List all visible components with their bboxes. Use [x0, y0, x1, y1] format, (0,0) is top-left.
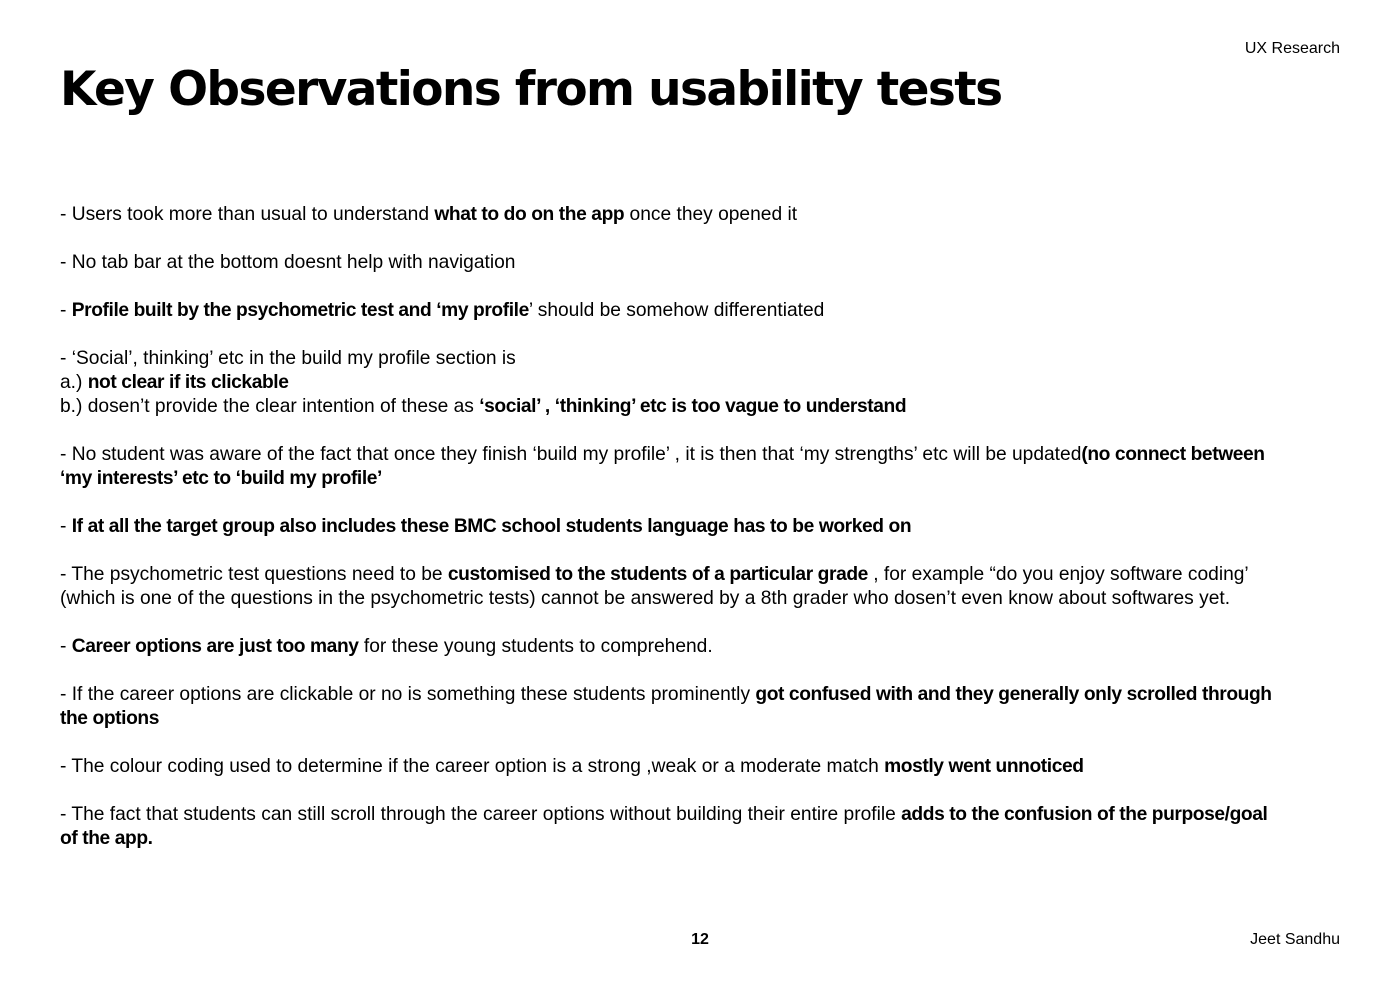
observation-line	[60, 251, 1280, 275]
observation-item	[60, 635, 1280, 659]
page-number: 12	[691, 931, 709, 948]
observation-item	[60, 563, 1280, 611]
emphasized-text: ‘social’ , ‘thinking’ etc is too vague to understand	[479, 396, 907, 417]
observation-item	[60, 803, 1280, 851]
observations-list	[60, 203, 1280, 875]
observation-item	[60, 515, 1280, 539]
emphasized-text: not clear if its clickable	[87, 372, 289, 393]
emphasized-text: what to do on the app	[434, 204, 625, 225]
observation-text: - Users took more than usual to understand	[60, 204, 435, 225]
observation-line	[60, 203, 1280, 227]
observation-line	[60, 515, 1280, 539]
emphasized-text: Career options are just too many	[71, 636, 359, 657]
observation-line	[60, 371, 1280, 395]
observation-item	[60, 755, 1280, 779]
author-name: Jeet Sandhu	[1250, 931, 1340, 948]
observation-text: - No tab bar at the bottom doesnt help with navigation	[60, 252, 516, 273]
observation-item	[60, 443, 1280, 491]
observation-line	[60, 395, 1280, 419]
observation-item	[60, 251, 1280, 275]
observation-item	[60, 683, 1280, 731]
emphasized-text: If at all the target group also includes these BMC school students language has to be worked on	[71, 516, 912, 537]
emphasized-text: (no connect between ‘my interests’ etc to ‘build my profile’	[60, 444, 1265, 489]
observation-text: -	[60, 300, 72, 321]
observation-text: - The fact that students can still scroll through the career options without building their entire profile	[60, 804, 902, 825]
observation-text: - If the career options are clickable or no is something these students prominently	[60, 684, 756, 705]
observation-line	[60, 755, 1280, 779]
observation-text: for these young students to comprehend.	[358, 636, 713, 657]
observation-line	[60, 683, 1280, 731]
observation-text: -	[60, 516, 72, 537]
observation-item	[60, 299, 1280, 323]
observation-line	[60, 803, 1280, 851]
observation-item	[60, 203, 1280, 227]
observation-line	[60, 299, 1280, 323]
observation-line	[60, 443, 1280, 491]
emphasized-text: got confused with and they generally only scrolled through the options	[60, 684, 1272, 729]
emphasized-text: customised to the students of a particular grade	[447, 564, 868, 585]
emphasized-text: Profile built by the psychometric test and ‘my profile	[71, 300, 529, 321]
observation-line	[60, 635, 1280, 659]
page-title: Key Observations from usability tests	[60, 62, 1002, 117]
observation-line	[60, 563, 1280, 611]
observation-line	[60, 347, 1280, 371]
observation-text: - ‘Social’, thinking’ etc in the build my profile section is	[60, 348, 516, 369]
observation-text: b.) dosen’t provide the clear intention of these as	[60, 396, 480, 417]
observation-text: once they opened it	[624, 204, 798, 225]
observation-text: - No student was aware of the fact that once they finish ‘build my profile’ , it is then that ‘my strengths’ etc will be updated	[60, 444, 1082, 465]
observation-text: a.)	[60, 372, 88, 393]
observation-item	[60, 347, 1280, 419]
emphasized-text: mostly went unnoticed	[884, 756, 1084, 777]
observation-text: -	[60, 636, 72, 657]
observation-text: - The colour coding used to determine if the career option is a strong ,weak or a moderate match	[60, 756, 885, 777]
emphasized-text: adds to the confusion of the purpose/goal of the app.	[60, 804, 1268, 849]
observation-text: , for example “do you enjoy software coding’ (which is one of the questions in the psychometric tests) cannot be answered by a 8th grader who dosen’t even know about softwares yet.	[60, 564, 1248, 609]
observation-text: ’ should be somehow differentiated	[528, 300, 825, 321]
observation-text: - The psychometric test questions need to be	[60, 564, 448, 585]
section-label: UX Research	[1244, 40, 1340, 57]
